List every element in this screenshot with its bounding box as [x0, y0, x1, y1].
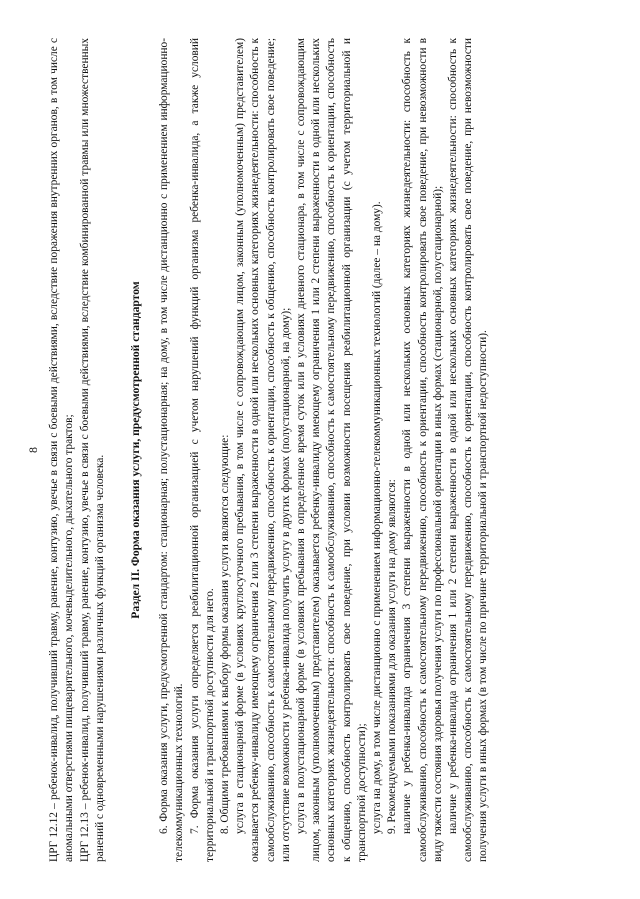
page-number: 8 [26, 447, 40, 453]
paragraph-stationary: услуга в стационарной форме (в условиях круглосуточного пребывания, в том числе с сопровождающим лицом, законным (уполномоченным) представителем) оказывается ребенку-инвалиду имеющему ограничения 2 или 3 степени выраженности в одной или нескольких основных категориях жизнедеятельности: способность к самообслуживанию, способность к самостоятельному передвижению, способность к ориентации, способность к общению, способность контролировать свое поведение; или отсутствие возможности у ребенка-инвалида получить услугу в других формах (полустационарной, на дому); [234, 38, 292, 862]
paragraph-indication-severe: наличие у ребенка-инвалида ограничения 3 степени выраженности в одной или нескольких основных категориях жизнедеятельности: способность к самообслуживанию, способность к самостоятельному передвижению, способность к ориентации, способность контролировать свое поведение, при невозможности в виду тяжести состояния здоровья получения услуги по профессиональной ориентации в иных формах (стационарной, полустационарной); [401, 38, 444, 862]
paragraph-crg-12-12: ЦРГ 12.12 – ребенок-инвалид, получивший травму, ранение, контузию, увечье в связи с боевыми действиями, вследствие поражения внутренних органов, в том числе с аномальными отверстиями пищеварительного, мочевыделительного, дыхательного трактов; [48, 38, 76, 862]
paragraph-indication-mild: наличие у ребенка-инвалида ограничения 1 или 2 степени выраженности в одной или нескольких основных категориях жизнедеятельности: способность к самообслуживанию, способность к самостоятельному передвижению, способность к ориентации, способность контролировать свое поведение, при невозможности получения услуги в иных формах (в том числе по причине территориальной и транспортной недоступности). [447, 38, 490, 862]
rotated-document-page [20, 30, 620, 870]
paragraph-7: 7. Форма оказания услуги определяется реабилитационной организацией с учетом нарушений функций организма ребенка-инвалида, а также условий территориальной и транспортной доступности для него. [188, 38, 216, 862]
paragraph-9: 9. Рекомендуемыми показаниями для оказания услуги на дому являются: [386, 479, 399, 834]
paragraph-8: 8. Общими требованиями к выбору формы оказания услуги являются следующие: [219, 434, 232, 834]
paragraph-semi-stationary: услуга в полустационарной форме (в условиях пребывания в определенное время суток или в условиях дневного стационара, в том числе с сопровождающим лицом, законным (уполномоченным) представителем) оказывается ребенку-инвалиду имеющему ограничения 1 или 2 степени выраженности в одной или нескольких основных категориях жизнедеятельности: способность к самообслуживанию, способность к самостоятельному передвижению, способность к ориентации, способность к общению, способность контролировать свое поведение, при условии возможности посещения реабилитационной организации (с учетом территориальной и транспортной доступности); [295, 38, 368, 862]
paragraph-at-home: услуга на дому, в том числе дистанционно с применением информационно-телекоммуникационных технологий (далее – на дому). [371, 201, 384, 834]
section-title: Раздел II. Форма оказания услуги, предусмотренной стандартом [129, 281, 143, 619]
paragraph-6: 6. Форма оказания услуги, предусмотренной стандартом: стационарная; полустационарная; на дому, в том числе дистанционно с применением информационно-телекоммуникационных технологий. [158, 38, 186, 862]
paragraph-crg-12-13: ЦРГ 12.13 – ребенок-инвалид, получивший травму, ранение, контузию, увечье в связи с боевыми действиями, вследствие комбинированной травмы или множественных ранений с одновременными нарушениями различных функций организма человека. [78, 38, 106, 862]
